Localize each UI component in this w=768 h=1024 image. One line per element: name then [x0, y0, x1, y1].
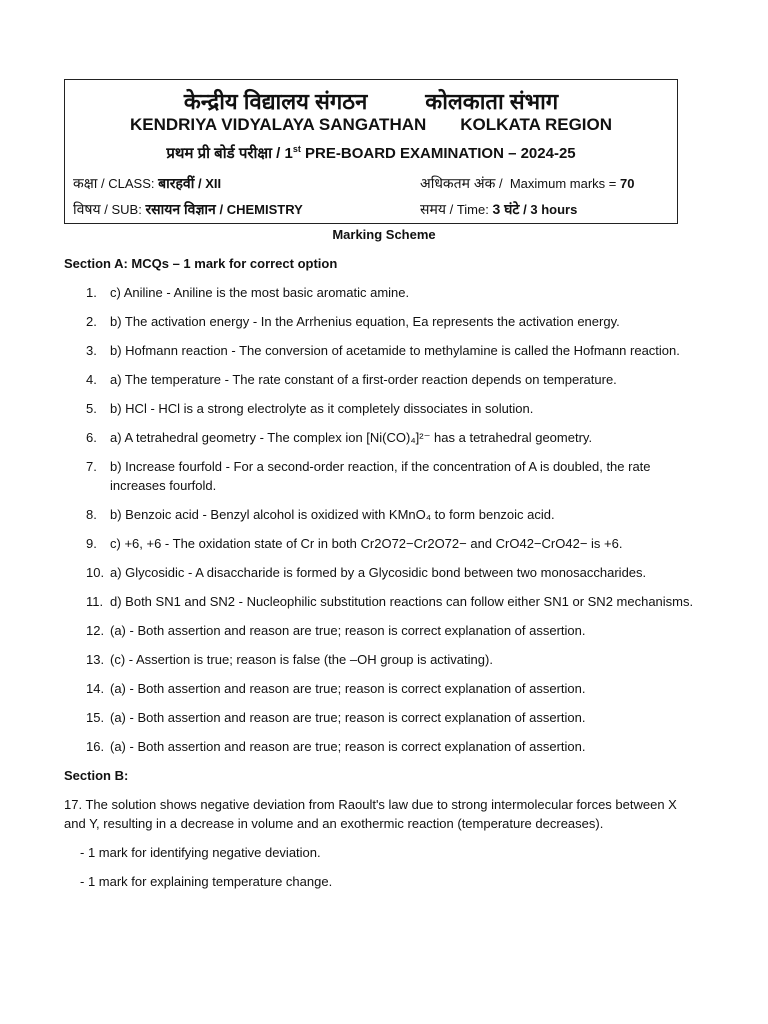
- mcq-answer-text: (a) - Both assertion and reason are true; reason is correct explanation of assertion.: [110, 739, 586, 754]
- mcq-answer-text: b) Hofmann reaction - The conversion of acetamide to methylamine is called the Hofmann reaction.: [110, 343, 680, 358]
- mcq-number: 8.: [86, 507, 97, 522]
- mcq-item: [64, 621, 700, 640]
- mcq-number: 12.: [86, 623, 105, 638]
- exam-header-box: [64, 79, 678, 224]
- mcq-number: 11.: [86, 594, 104, 609]
- time-label: Time:: [456, 202, 489, 217]
- exam-title-sup: st: [292, 144, 301, 154]
- mcq-answer-text: (a) - Both assertion and reason are true; reason is correct explanation of assertion.: [110, 681, 586, 696]
- mcq-item: [64, 283, 700, 302]
- marking-scheme-title: Marking Scheme: [332, 227, 436, 242]
- mcq-item: [64, 737, 700, 756]
- mcq-answer-text: a) The temperature - The rate constant of a first-order reaction depends on temperature.: [110, 372, 617, 387]
- mcq-answer-text: d) Both SN1 and SN2 - Nucleophilic substitution reactions can follow either SN1 or SN2 mechanisms.: [110, 594, 694, 609]
- mcq-number: 2.: [86, 314, 97, 329]
- class-value: XII: [205, 176, 222, 191]
- mcq-answer-text: (c) - Assertion is true; reason is false (the –OH group is activating).: [110, 652, 493, 667]
- mcq-answer-text: (a) - Both assertion and reason are true; reason is correct explanation of assertion.: [110, 710, 586, 725]
- mcq-item: [64, 312, 700, 331]
- hindi-title: [65, 86, 677, 116]
- class-label: CLASS:: [108, 176, 155, 191]
- mcq-item: [64, 457, 700, 495]
- mcq-item: [64, 650, 700, 669]
- time-value: 3 hours: [530, 202, 578, 217]
- mcq-number: 10.: [86, 565, 105, 580]
- mcq-number: 14.: [86, 681, 105, 696]
- hindi-org-name: केन्द्रीय विद्यालय संगठन: [183, 89, 368, 114]
- marking-point: - 1 mark for identifying negative deviation.: [80, 845, 321, 860]
- mcq-answer-text: a) A tetrahedral geometry - The complex ion [Ni(CO)₄]²⁻ has a tetrahedral geometry.: [110, 430, 593, 445]
- marking-point: - 1 mark for explaining temperature change.: [80, 874, 333, 889]
- mcq-answer-list: [64, 283, 700, 756]
- mcq-item: [64, 592, 700, 611]
- hindi-region-name: कोलकाता संभाग: [425, 89, 559, 114]
- subject-label: SUB:: [111, 202, 142, 217]
- subject-label-hindi: विषय: [73, 201, 101, 217]
- class-info: कक्षा / CLASS: बारहवीं / XII: [73, 175, 222, 191]
- max-marks-label: Maximum marks =: [509, 176, 617, 191]
- mcq-item: [64, 341, 700, 360]
- mcq-item: [64, 534, 700, 553]
- mcq-number: 4.: [86, 372, 97, 387]
- max-marks-value: 70: [620, 176, 635, 191]
- time-info: समय / Time: 3 घंटे / 3 hours: [420, 201, 578, 217]
- mcq-answer-text: (a) - Both assertion and reason are true; reason is correct explanation of assertion.: [110, 623, 586, 638]
- subject-value: CHEMISTRY: [226, 202, 303, 217]
- mcq-number: 6.: [86, 430, 97, 445]
- class-label-hindi: कक्षा: [73, 175, 98, 191]
- mcq-number: 3.: [86, 343, 97, 358]
- mcq-number: 7.: [86, 459, 97, 474]
- max-marks-label-hindi: अधिकतम अंक: [420, 175, 496, 191]
- mcq-number: 13.: [86, 652, 105, 667]
- mcq-item: [64, 370, 700, 389]
- mcq-answer-text: a) Glycosidic - A disaccharide is formed by a Glycosidic bond between two monosaccharides.: [110, 565, 647, 580]
- org-name: KENDRIYA VIDYALAYA SANGATHAN: [129, 115, 427, 134]
- subject-value-hindi: रसायन विज्ञान: [145, 201, 216, 217]
- exam-title-english: PRE-BOARD EXAMINATION – 2024-25: [300, 145, 576, 162]
- exam-title: [65, 143, 677, 163]
- mcq-answer-text: b) The activation energy - In the Arrhenius equation, Ea represents the activation energy.: [110, 314, 620, 329]
- mcq-answer-text: b) HCl - HCl is a strong electrolyte as it completely dissociates in solution.: [110, 401, 534, 416]
- subject-info: विषय / SUB: रसायन विज्ञान / CHEMISTRY: [73, 201, 303, 217]
- mcq-item: [64, 679, 700, 698]
- mcq-item: [64, 563, 700, 582]
- region-name: KOLKATA REGION: [460, 115, 613, 134]
- mcq-answer-text: b) Increase fourfold - For a second-order reaction, if the concentration of A is doubled, the rate increases fourfold.: [110, 459, 651, 493]
- mcq-item: [64, 708, 700, 727]
- section-a-heading: Section A: MCQs – 1 mark for correct option: [64, 256, 338, 271]
- mcq-item: [64, 399, 700, 418]
- mcq-number: 5.: [86, 401, 97, 416]
- mcq-number: 1.: [86, 285, 97, 300]
- mcq-answer-text: c) +6, +6 - The oxidation state of Cr in both Cr2O72−Cr2O72− and CrO42−CrO42− is +6.: [110, 536, 623, 551]
- time-value-hindi: 3 घंटे: [492, 201, 520, 217]
- mcq-item: [64, 505, 700, 524]
- max-marks-info: अधिकतम अंक / Maximum marks = 70: [420, 175, 635, 191]
- mcq-number: 16.: [86, 739, 105, 754]
- english-title: [65, 115, 677, 135]
- question-17-answer: 17. The solution shows negative deviation from Raoult's law due to strong intermolecular forces between X and Y, resulting in a decrease in volume and an exothermic reaction (temperature decreases).: [64, 797, 677, 831]
- time-label-hindi: समय: [420, 201, 446, 217]
- mcq-answer-text: b) Benzoic acid - Benzyl alcohol is oxidized with KMnO₄ to form benzoic acid.: [110, 507, 555, 522]
- class-value-hindi: बारहवीं: [158, 175, 195, 191]
- mcq-number: 15.: [86, 710, 105, 725]
- mcq-answer-text: c) Aniline - Aniline is the most basic aromatic amine.: [110, 285, 410, 300]
- mcq-item: [64, 428, 700, 447]
- document-body: [64, 254, 700, 901]
- exam-title-hindi: प्रथम प्री बोर्ड परीक्षा / 1: [166, 145, 293, 162]
- section-b-heading: Section B:: [64, 768, 129, 783]
- mcq-number: 9.: [86, 536, 97, 551]
